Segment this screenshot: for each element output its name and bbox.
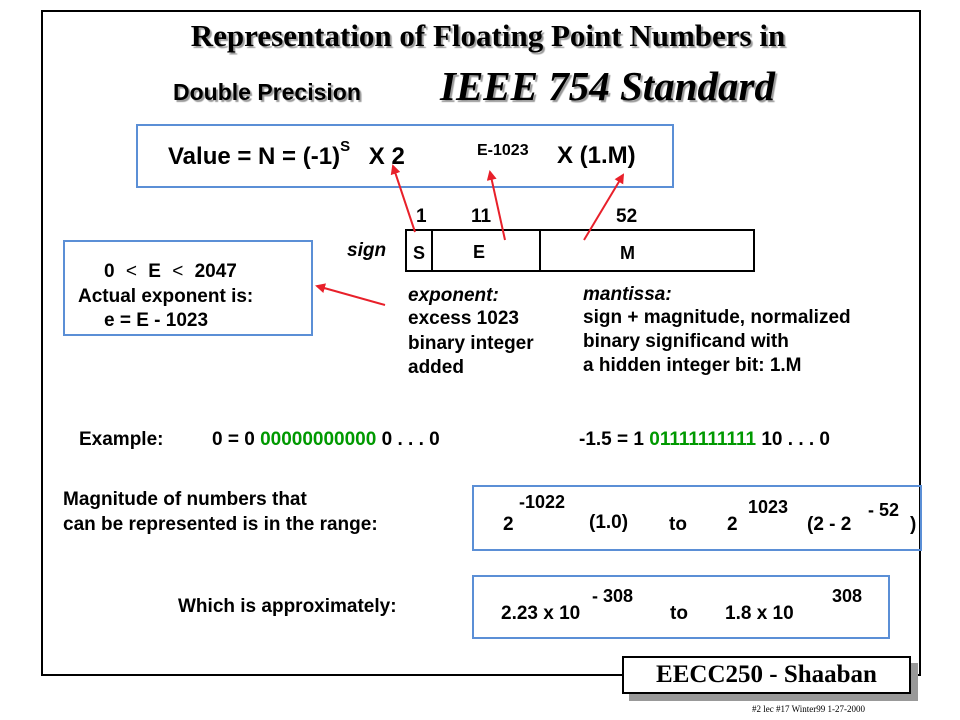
bits-sign: 1 bbox=[416, 206, 427, 227]
field-m: M bbox=[620, 243, 635, 263]
range-close: ) bbox=[910, 514, 917, 535]
range-hi: 2047 bbox=[194, 261, 237, 282]
range-exp1: -1022 bbox=[519, 492, 566, 512]
mantissa-note-line3: a hidden integer bit: 1.M bbox=[583, 355, 802, 376]
range-base1: 2 bbox=[503, 514, 514, 535]
range-to: to bbox=[669, 514, 687, 535]
example-zero-mantissa: 0 . . . 0 bbox=[381, 429, 440, 450]
range-lo: 0 bbox=[104, 261, 115, 282]
range-factor1: (1.0) bbox=[589, 512, 629, 533]
sign-label: sign bbox=[347, 240, 387, 261]
approx-v1: 2.23 x 10 bbox=[501, 603, 581, 624]
approx-label: Which is approximately: bbox=[178, 596, 397, 617]
example-neg-exponent: 01111111111 bbox=[649, 429, 757, 450]
title-double-precision: Double Precision bbox=[173, 79, 361, 105]
magnitude-line1: Magnitude of numbers that bbox=[63, 489, 307, 510]
mantissa-note-line2: binary significand with bbox=[583, 331, 789, 352]
course-badge: EECC250 - Shaaban bbox=[622, 656, 911, 694]
range-exp2: 1023 bbox=[748, 497, 789, 517]
bits-exponent: 11 bbox=[471, 206, 492, 227]
arrow-exponent bbox=[490, 172, 505, 240]
formula-prefix: Value = N = (-1) bbox=[168, 143, 341, 170]
approx-e1: - 308 bbox=[592, 586, 634, 606]
approx-to: to bbox=[670, 603, 688, 624]
footer-note: #2 lec #17 Winter99 1-27-2000 bbox=[752, 704, 865, 714]
arrow-sign bbox=[393, 166, 415, 232]
formula-e-sup: E-1023 bbox=[477, 142, 529, 159]
formula-s-sup: S bbox=[340, 138, 351, 155]
approx-e2: 308 bbox=[832, 586, 863, 606]
field-s: S bbox=[413, 243, 426, 263]
exponent-note-line1: excess 1023 bbox=[408, 308, 519, 329]
actual-exponent-label: Actual exponent is: bbox=[78, 286, 254, 307]
mantissa-note-heading: mantissa: bbox=[583, 284, 672, 305]
example-zero-prefix: 0 = 0 bbox=[212, 429, 255, 450]
approx-v2: 1.8 x 10 bbox=[725, 603, 794, 624]
exponent-note-line3: added bbox=[408, 357, 464, 378]
formula-suffix: X (1.M) bbox=[557, 142, 636, 169]
formula-x2: X 2 bbox=[368, 143, 405, 170]
title-line1: Representation of Floating Point Numbers in bbox=[190, 18, 786, 53]
example-label: Example: bbox=[79, 429, 164, 450]
range-factor2: (2 - 2 bbox=[807, 514, 852, 535]
lt-symbol-2: < bbox=[172, 261, 184, 282]
field-e: E bbox=[473, 242, 486, 262]
range-base2: 2 bbox=[727, 514, 738, 535]
title-ieee-standard: IEEE 754 Standard bbox=[440, 63, 775, 109]
arrow-exponent-note bbox=[317, 286, 385, 305]
example-neg-prefix: -1.5 = 1 bbox=[579, 429, 644, 450]
example-zero-exponent: 00000000000 bbox=[260, 429, 377, 450]
bits-mantissa: 52 bbox=[616, 206, 638, 227]
lt-symbol-1: < bbox=[125, 261, 137, 282]
exponent-note-heading: exponent: bbox=[408, 285, 499, 306]
example-neg-mantissa: 10 . . . 0 bbox=[761, 429, 830, 450]
range-e: E bbox=[148, 261, 161, 282]
arrow-mantissa bbox=[584, 175, 623, 240]
actual-exponent-formula: e = E - 1023 bbox=[104, 310, 209, 331]
exponent-note-line2: binary integer bbox=[408, 333, 534, 354]
range-exp3: - 52 bbox=[868, 500, 900, 520]
mantissa-note-line1: sign + magnitude, normalized bbox=[583, 307, 851, 328]
magnitude-line2: can be represented is in the range: bbox=[63, 514, 378, 535]
